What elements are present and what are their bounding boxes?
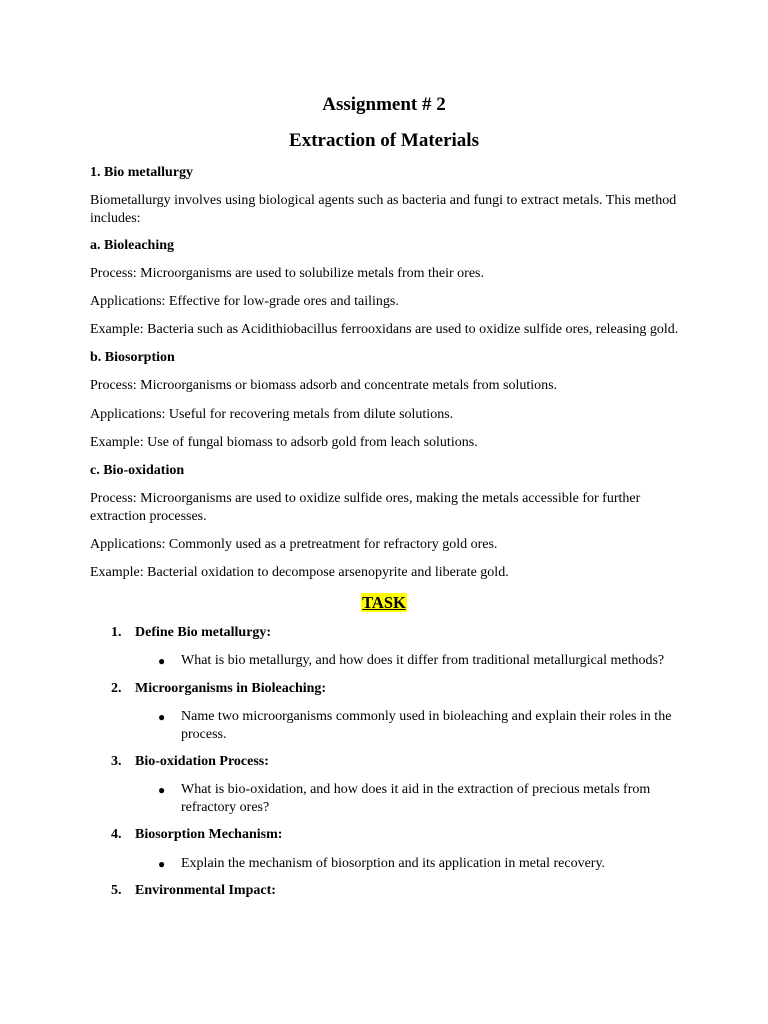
task-number: 4. [111,827,122,842]
task-heading-biosorption-mechanism: Biosorption Mechanism: [135,827,283,842]
bullet-icon: ● [158,857,166,871]
bullet-icon: ● [158,710,166,724]
bullet-icon: ● [158,654,166,668]
intro-paragraph: Biometallurgy involves using biological agents such as bacteria and fungi to extract metals. This method includes: [90,193,677,226]
bio-oxidation-example: Example: Bacterial oxidation to decompose arsenopyrite and liberate gold. [90,565,509,580]
biosorption-applications: Applications: Useful for recovering metals from dilute solutions. [90,407,454,422]
task-heading-environmental-impact: Environmental Impact: [135,883,276,898]
task-heading-bio-oxidation-process: Bio-oxidation Process: [135,754,269,769]
assignment-title: Assignment # 2 [322,94,446,115]
biosorption-example: Example: Use of fungal biomass to adsorb gold from leach solutions. [90,435,478,450]
bio-oxidation-applications: Applications: Commonly used as a pretreatment for refractory gold ores. [90,537,498,552]
task-question: Explain the mechanism of biosorption and its application in metal recovery. [181,856,606,871]
subheading-biosorption: b. Biosorption [90,350,175,365]
biosorption-process: Process: Microorganisms or biomass adsorb and concentrate metals from solutions. [90,378,558,393]
bullet-icon: ● [158,783,166,797]
task-number: 2. [111,681,122,696]
section-heading-bio-metallurgy: 1. Bio metallurgy [90,165,194,180]
bio-oxidation-process: Process: Microorganisms are used to oxidize sulfide ores, making the metals accessible for further extraction processes. [90,491,641,524]
subheading-bio-oxidation: c. Bio-oxidation [90,463,185,478]
bioleaching-example: Example: Bacteria such as Acidithiobacillus ferrooxidans are used to oxidize sulfide ores, releasing gold. [90,322,679,337]
task-number: 3. [111,754,122,769]
task-heading-microorganisms: Microorganisms in Bioleaching: [135,681,327,696]
document-title: Extraction of Materials [289,130,479,151]
task-number: 5. [111,883,122,898]
task-question: Name two microorganisms commonly used in bioleaching and explain their roles in the process. [181,709,672,742]
bioleaching-applications: Applications: Effective for low-grade ores and tailings. [90,294,399,309]
subheading-bioleaching: a. Bioleaching [90,238,175,253]
task-heading: TASK [362,593,406,612]
bioleaching-process: Process: Microorganisms are used to solubilize metals from their ores. [90,266,484,281]
task-number: 1. [111,625,122,640]
task-question: What is bio-oxidation, and how does it aid in the extraction of precious metals from refractory ores? [181,782,651,815]
task-question: What is bio metallurgy, and how does it differ from traditional metallurgical methods? [181,653,665,668]
task-heading-define-bio-metallurgy: Define Bio metallurgy: [135,625,272,640]
task-heading-wrap [0,593,768,613]
